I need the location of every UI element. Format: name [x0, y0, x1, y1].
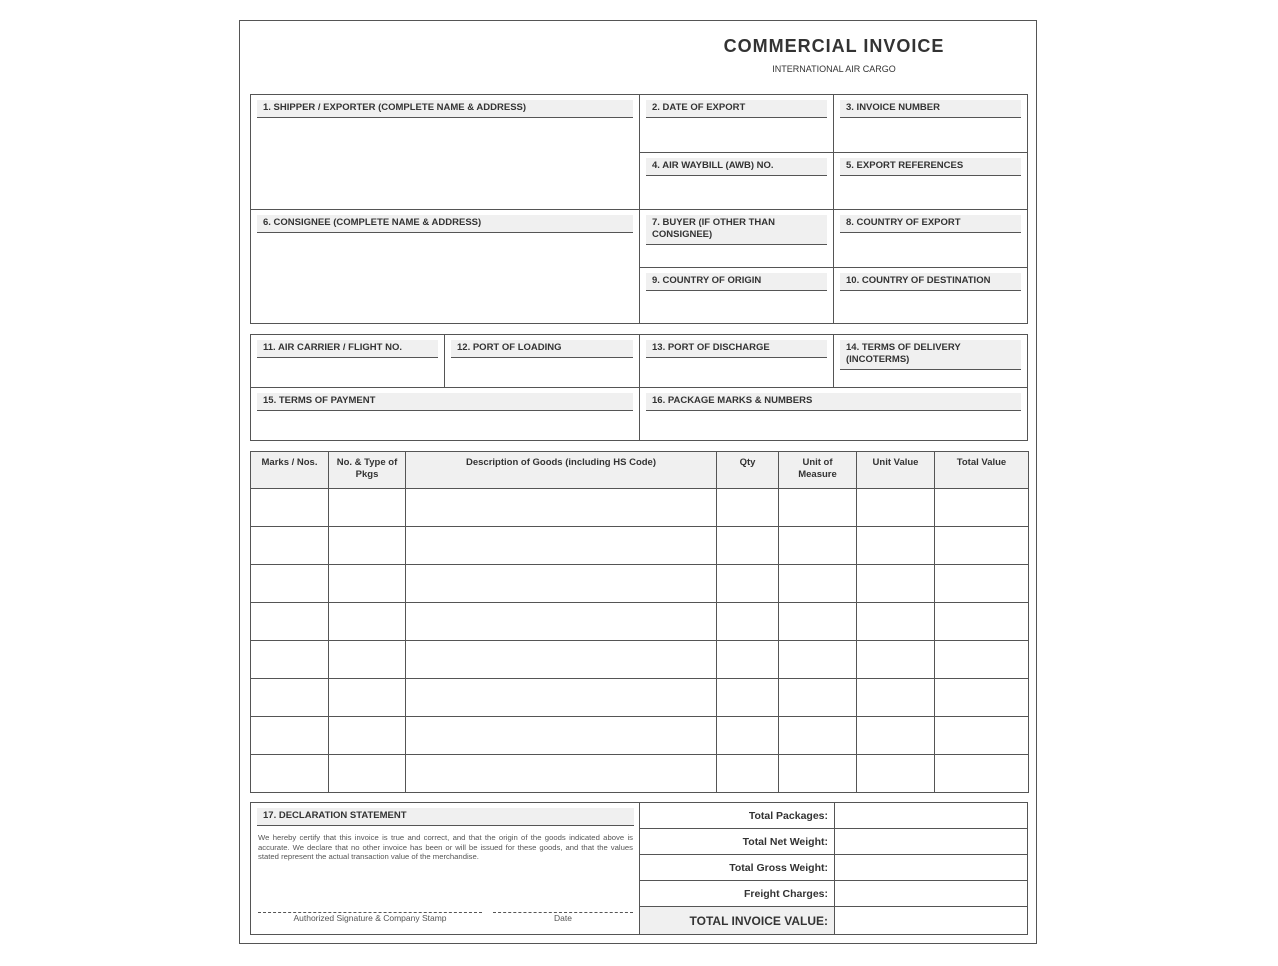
cell-qty[interactable] — [717, 565, 779, 603]
cell-description[interactable] — [406, 489, 717, 527]
cell-pkgs[interactable] — [329, 755, 406, 793]
package-marks-field[interactable] — [640, 388, 1027, 440]
port-of-loading-label: 12. PORT OF LOADING — [451, 340, 633, 358]
col-description-header: Description of Goods (including HS Code) — [406, 452, 717, 489]
cell-marks[interactable] — [251, 641, 329, 679]
air-carrier-field[interactable] — [251, 335, 445, 388]
signature-line[interactable]: Authorized Signature & Company Stamp — [258, 912, 482, 923]
cell-pkgs[interactable] — [329, 565, 406, 603]
cell-pkgs[interactable] — [329, 603, 406, 641]
col-pkgs-header: No. & Type of Pkgs — [329, 452, 406, 489]
cell-unit-value[interactable] — [857, 717, 935, 755]
col-unit-measure-header: Unit of Measure — [779, 452, 857, 489]
cell-marks[interactable] — [251, 755, 329, 793]
terms-of-payment-label: 15. TERMS OF PAYMENT — [257, 393, 633, 411]
buyer-field[interactable] — [640, 210, 834, 268]
port-of-loading-field[interactable] — [445, 335, 640, 388]
total-packages-value[interactable] — [835, 803, 1027, 829]
package-marks-label: 16. PACKAGE MARKS & NUMBERS — [646, 393, 1021, 411]
shipper-label: 1. SHIPPER / EXPORTER (COMPLETE NAME & ADDRESS) — [257, 100, 633, 118]
shipper-field[interactable] — [251, 95, 640, 210]
transport-section — [250, 334, 1028, 441]
country-of-origin-field[interactable] — [640, 268, 834, 323]
cell-qty[interactable] — [717, 679, 779, 717]
cell-description[interactable] — [406, 717, 717, 755]
declaration-section — [250, 802, 640, 935]
terms-of-delivery-field[interactable] — [834, 335, 1027, 388]
col-unit-value-header: Unit Value — [857, 452, 935, 489]
col-marks-header: Marks / Nos. — [251, 452, 329, 489]
table-row — [251, 755, 1029, 793]
cell-unit-measure[interactable] — [779, 527, 857, 565]
cell-pkgs[interactable] — [329, 489, 406, 527]
date-line[interactable]: Date — [493, 912, 633, 923]
table-row — [251, 717, 1029, 755]
document-subtitle: INTERNATIONAL AIR CARGO — [772, 64, 896, 74]
invoice-number-field[interactable] — [834, 95, 1027, 153]
col-qty-header: Qty — [717, 452, 779, 489]
cell-pkgs[interactable] — [329, 679, 406, 717]
cell-total-value[interactable] — [935, 489, 1029, 527]
export-references-label: 5. EXPORT REFERENCES — [840, 158, 1021, 176]
cell-marks[interactable] — [251, 679, 329, 717]
cell-unit-value[interactable] — [857, 603, 935, 641]
terms-of-delivery-label: 14. TERMS OF DELIVERY (INCOTERMS) — [840, 340, 1021, 370]
cell-marks[interactable] — [251, 527, 329, 565]
country-of-destination-label: 10. COUNTRY OF DESTINATION — [840, 273, 1021, 291]
table-row — [251, 679, 1029, 717]
cell-unit-measure[interactable] — [779, 755, 857, 793]
total-gross-weight-value[interactable] — [835, 855, 1027, 881]
total-invoice-value-label: TOTAL INVOICE VALUE: — [689, 913, 828, 928]
total-packages-label-cell — [640, 803, 835, 829]
goods-header-row — [251, 452, 1029, 489]
cell-unit-measure[interactable] — [779, 641, 857, 679]
cell-total-value[interactable] — [935, 641, 1029, 679]
cell-unit-measure[interactable] — [779, 717, 857, 755]
cell-description[interactable] — [406, 565, 717, 603]
goods-table — [250, 451, 1029, 793]
invoice-number-label: 3. INVOICE NUMBER — [840, 100, 1021, 118]
cell-qty[interactable] — [717, 717, 779, 755]
cell-qty[interactable] — [717, 603, 779, 641]
total-gross-weight-label-cell — [640, 855, 835, 881]
cell-qty[interactable] — [717, 489, 779, 527]
awb-field[interactable] — [640, 153, 834, 210]
table-row — [251, 565, 1029, 603]
cell-marks[interactable] — [251, 565, 329, 603]
cell-marks[interactable] — [251, 603, 329, 641]
consignee-field[interactable] — [251, 210, 640, 323]
cell-unit-value[interactable] — [857, 565, 935, 603]
country-of-export-field[interactable] — [834, 210, 1027, 268]
col-total-value-header: Total Value — [935, 452, 1029, 489]
freight-charges-label-cell — [640, 881, 835, 907]
date-of-export-label: 2. DATE OF EXPORT — [646, 100, 827, 118]
cell-total-value[interactable] — [935, 565, 1029, 603]
cell-pkgs[interactable] — [329, 527, 406, 565]
cell-unit-value[interactable] — [857, 641, 935, 679]
cell-pkgs[interactable] — [329, 717, 406, 755]
cell-marks[interactable] — [251, 717, 329, 755]
table-row — [251, 603, 1029, 641]
total-packages-label: Total Packages: — [748, 809, 828, 822]
air-carrier-label: 11. AIR CARRIER / FLIGHT NO. — [257, 340, 438, 358]
terms-of-payment-field[interactable] — [251, 388, 640, 440]
total-invoice-value-value[interactable] — [835, 907, 1027, 934]
cell-total-value[interactable] — [935, 679, 1029, 717]
consignee-label: 6. CONSIGNEE (COMPLETE NAME & ADDRESS) — [257, 215, 633, 233]
table-row — [251, 489, 1029, 527]
total-net-weight-value[interactable] — [835, 829, 1027, 855]
cell-total-value[interactable] — [935, 755, 1029, 793]
cell-unit-value[interactable] — [857, 527, 935, 565]
cell-description[interactable] — [406, 527, 717, 565]
total-invoice-value-label-cell — [640, 907, 835, 934]
cell-unit-measure[interactable] — [779, 565, 857, 603]
cell-unit-measure[interactable] — [779, 679, 857, 717]
port-of-discharge-label: 13. PORT OF DISCHARGE — [646, 340, 827, 358]
cell-marks[interactable] — [251, 489, 329, 527]
cell-qty[interactable] — [717, 755, 779, 793]
cell-qty[interactable] — [717, 641, 779, 679]
cell-total-value[interactable] — [935, 527, 1029, 565]
cell-total-value[interactable] — [935, 717, 1029, 755]
awb-label: 4. AIR WAYBILL (AWB) NO. — [646, 158, 827, 176]
country-of-origin-label: 9. COUNTRY OF ORIGIN — [646, 273, 827, 291]
cell-description[interactable] — [406, 679, 717, 717]
port-of-discharge-field[interactable] — [640, 335, 834, 388]
total-net-weight-label: Total Net Weight: — [742, 835, 828, 848]
document-title: COMMERCIAL INVOICE — [723, 36, 945, 56]
declaration-label: 17. DECLARATION STATEMENT — [257, 808, 634, 826]
total-net-weight-label-cell — [640, 829, 835, 855]
cell-unit-measure[interactable] — [779, 603, 857, 641]
total-gross-weight-label: Total Gross Weight: — [729, 861, 828, 874]
export-references-field[interactable] — [834, 153, 1027, 210]
totals-section — [639, 802, 1028, 935]
freight-charges-value[interactable] — [835, 881, 1027, 907]
cell-unit-value[interactable] — [857, 489, 935, 527]
freight-charges-label: Freight Charges: — [743, 887, 828, 900]
cell-description[interactable] — [406, 641, 717, 679]
cell-unit-measure[interactable] — [779, 489, 857, 527]
cell-qty[interactable] — [717, 527, 779, 565]
country-of-export-label: 8. COUNTRY OF EXPORT — [840, 215, 1021, 233]
cell-total-value[interactable] — [935, 603, 1029, 641]
cell-unit-value[interactable] — [857, 679, 935, 717]
cell-description[interactable] — [406, 755, 717, 793]
parties-section — [250, 94, 1028, 324]
cell-pkgs[interactable] — [329, 641, 406, 679]
table-row — [251, 641, 1029, 679]
cell-unit-value[interactable] — [857, 755, 935, 793]
country-of-destination-field[interactable] — [834, 268, 1027, 323]
buyer-label: 7. BUYER (IF OTHER THAN CONSIGNEE) — [646, 215, 827, 245]
date-of-export-field[interactable] — [640, 95, 834, 153]
table-row — [251, 527, 1029, 565]
declaration-text: We hereby certify that this invoice is true and correct, and that the origin of the goods indicated above is accurate. We declare that no other invoice has been or will be issued for these goods, and that the values stated represent the actual transaction value of the merchandise. — [258, 833, 633, 862]
cell-description[interactable] — [406, 603, 717, 641]
